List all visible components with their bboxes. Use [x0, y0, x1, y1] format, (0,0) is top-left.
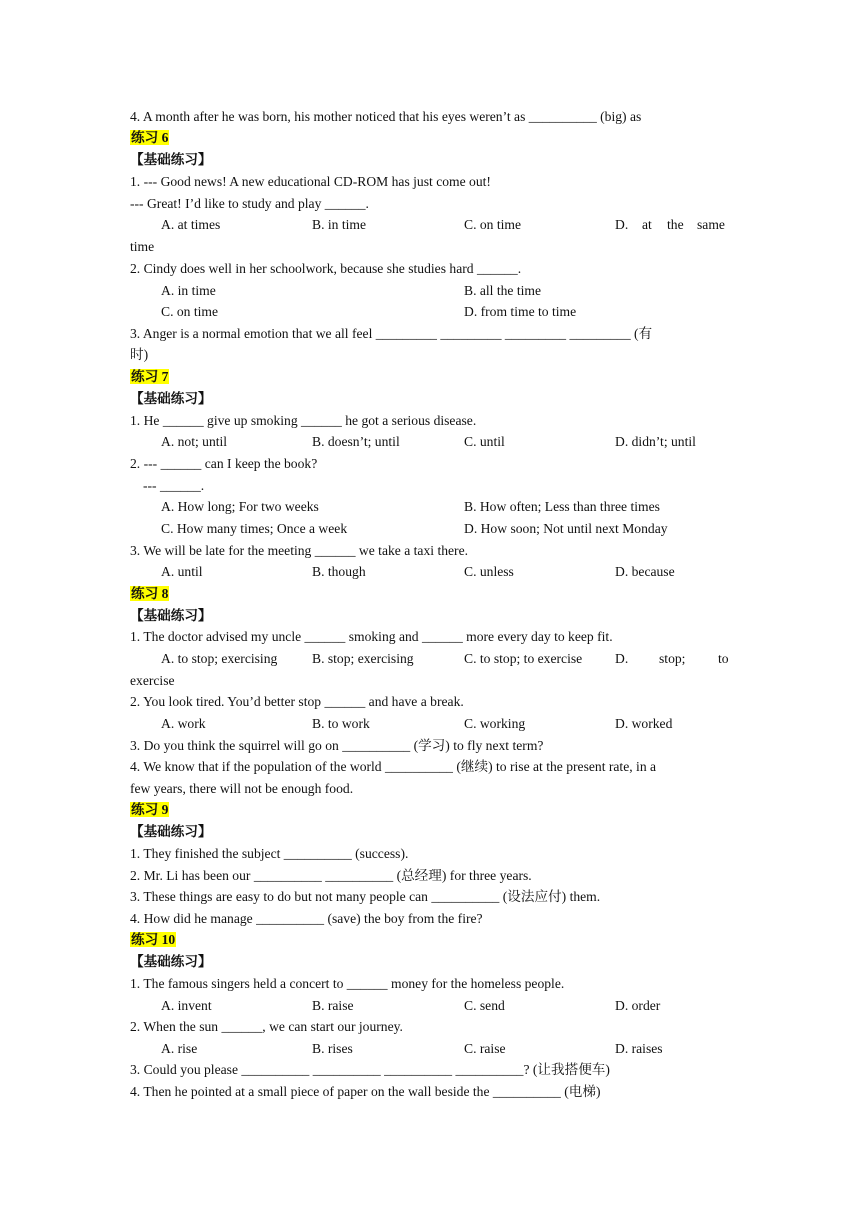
exercise-10-title: [130, 930, 176, 950]
option-d: D. raises: [615, 1041, 663, 1056]
option-a: A. at times: [161, 217, 221, 232]
exercise-title-highlight: 练习 8: [131, 586, 169, 601]
section-heading: 【基础练习】: [130, 391, 212, 406]
exercise-title-highlight: 练习 7: [131, 369, 169, 384]
question-wrap: few years, there will not be enough food.: [130, 781, 354, 796]
option-a: A. until: [161, 564, 203, 579]
section-heading: 【基础练习】: [130, 608, 212, 623]
option-d-word: to: [718, 651, 729, 666]
question-text: 3. We will be late for the meeting ______ we take a taxi there.: [130, 543, 469, 558]
question-text: 3. Anger is a normal emotion that we all feel _________ _________ _________ _________ (有: [130, 326, 653, 341]
exercise-title-highlight: 练习 6: [131, 130, 169, 145]
exercise-7-title: [130, 367, 169, 387]
option-a: A. How long; For two weeks: [161, 499, 319, 514]
option-d: D. from time to time: [464, 304, 577, 319]
section-heading: 【基础练习】: [130, 824, 212, 839]
question-text: 3. These things are easy to do but not many people can __________ (设法应付) them.: [130, 889, 601, 904]
question-text: 2. You look tired. You’d better stop ______ and have a break.: [130, 694, 464, 709]
option-a: A. in time: [161, 283, 216, 298]
option-b: B. rises: [312, 1041, 353, 1056]
option-b: B. all the time: [464, 283, 542, 298]
option-b: B. doesn’t; until: [312, 434, 400, 449]
option-a: A. rise: [161, 1041, 198, 1056]
option-d: D. order: [615, 998, 661, 1013]
option-b: B. How often; Less than three times: [464, 499, 660, 514]
exercise-title-highlight: 练习 9: [131, 802, 169, 817]
question-text: 1. He ______ give up smoking ______ he got a serious disease.: [130, 413, 477, 428]
question-text: 2. --- ______ can I keep the book?: [130, 456, 318, 471]
question-text: 4. How did he manage __________ (save) the boy from the fire?: [130, 911, 483, 926]
option-a: A. work: [161, 716, 206, 731]
question-text: 1. They finished the subject __________ (success).: [130, 846, 409, 861]
option-c: C. until: [464, 434, 505, 449]
question-text: 3. Could you please __________ __________ __________ __________? (让我搭便车): [130, 1062, 610, 1077]
exercise-8-title: [130, 584, 169, 604]
option-c: C. on time: [464, 217, 522, 232]
question-text: 4. We know that if the population of the world __________ (继续) to rise at the present rate, in a: [130, 759, 657, 774]
section-heading: 【基础练习】: [130, 954, 212, 969]
option-d: D.: [615, 217, 629, 232]
option-d: D. because: [615, 564, 675, 579]
option-c: C. to stop; to exercise: [464, 651, 583, 666]
option-c: C. working: [464, 716, 526, 731]
option-d: D. worked: [615, 716, 673, 731]
option-d: D. didn’t; until: [615, 434, 696, 449]
question-text: 4. A month after he was born, his mother noticed that his eyes weren’t as __________ (big) as: [130, 109, 642, 124]
option-b: B. stop; exercising: [312, 651, 414, 666]
option-d-word: stop;: [659, 651, 686, 666]
question-text: 1. --- Good news! A new educational CD-ROM has just come out!: [130, 174, 491, 189]
question-text: --- Great! I’d like to study and play ______.: [130, 196, 369, 211]
exercise-6-title: [130, 128, 169, 148]
question-text: --- ______.: [143, 478, 205, 493]
option-d-word: same: [697, 217, 725, 232]
question-text: 4. Then he pointed at a small piece of paper on the wall beside the __________ (电梯): [130, 1084, 601, 1099]
option-a: A. not; until: [161, 434, 228, 449]
option-b: B. to work: [312, 716, 370, 731]
option-b: B. though: [312, 564, 366, 579]
option-d-wrap: exercise: [130, 673, 175, 688]
option-d: D. How soon; Not until next Monday: [464, 521, 668, 536]
exercise-9-title: [130, 800, 169, 820]
question-text: 1. The doctor advised my uncle ______ smoking and ______ more every day to keep fit.: [130, 629, 613, 644]
question-text: 2. When the sun ______, we can start our journey.: [130, 1019, 403, 1034]
option-d: D.: [615, 651, 629, 666]
option-b: B. raise: [312, 998, 354, 1013]
option-c: C. raise: [464, 1041, 506, 1056]
question-text: 1. The famous singers held a concert to ______ money for the homeless people.: [130, 976, 565, 991]
question-text: 2. Mr. Li has been our __________ __________ (总经理) for three years.: [130, 868, 532, 883]
exercise-title-highlight: 练习 10: [131, 932, 176, 947]
option-c: C. send: [464, 998, 505, 1013]
option-c: C. on time: [161, 304, 219, 319]
option-c: C. How many times; Once a week: [161, 521, 348, 536]
question-wrap: 时): [130, 347, 149, 362]
option-a: A. invent: [161, 998, 212, 1013]
option-a: A. to stop; exercising: [161, 651, 278, 666]
option-b: B. in time: [312, 217, 366, 232]
option-d-word: the: [667, 217, 684, 232]
option-c: C. unless: [464, 564, 514, 579]
section-heading: 【基础练习】: [130, 152, 212, 167]
question-text: 3. Do you think the squirrel will go on __________ (学习) to fly next term?: [130, 738, 544, 753]
option-d-wrap: time: [130, 239, 155, 254]
option-d-word: at: [642, 217, 652, 232]
question-text: 2. Cindy does well in her schoolwork, because she studies hard ______.: [130, 261, 522, 276]
